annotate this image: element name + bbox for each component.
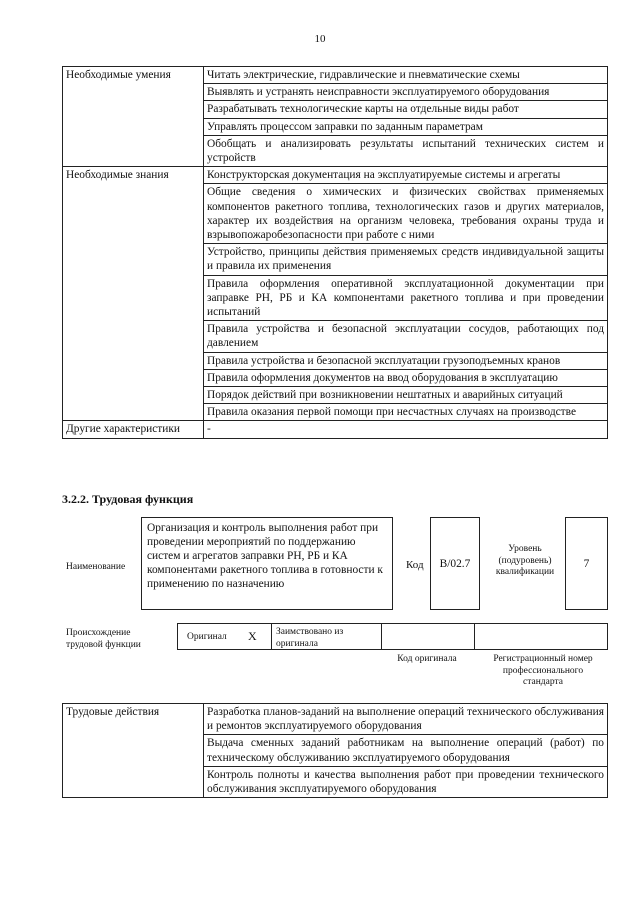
origin-label: Происхождение трудовой функции [66,628,141,650]
reg-caption: Регистрационный номер профессионального стандарта [493,654,593,687]
action-item: Разработка планов-заданий на выполнение операций технического обслуживания и ремонтов эксплуатируемого оборудования [204,704,608,735]
borrowed-label: Заимствовано из оригинала [276,627,344,649]
actions-label: Трудовые действия [63,704,204,798]
name-label: Наименование [66,562,126,572]
skill-item: Управлять процессом заправки по заданным параметрам [204,118,608,135]
code-box [430,517,480,610]
knowledge-item: Устройство, принципы действия применяемых средств индивидуальной защиты и правила их применения [204,244,608,275]
knowledge-item: Общие сведения о химических и физических свойствах применяемых компонентов ракетного топлива, технологических газов и других материалов, характер их воздействия на организм человека, требования охраны труда и взрывопожаробезопасности при работе с ними [204,184,608,244]
level-label: Уровень (подуровень) квалификации [495,544,555,577]
code-label: Код [406,559,424,571]
knowledge-item: Правила оформления оперативной эксплуатационной документации при заправке РН, РБ и КА компонентами ракетного топлива и при проведении испытаний [204,275,608,321]
origin-row [177,623,608,650]
knowledge-item: Конструкторская документация на эксплуатируемые системы и агрегаты [204,167,608,184]
other-label: Другие характеристики [63,421,204,438]
knowledge-item: Правила оказания первой помощи при несчастных случаях на производстве [204,404,608,421]
table-row [63,421,608,438]
divider [474,623,475,650]
knowledge-item: Правила устройства и безопасной эксплуатации грузоподъемных кранов [204,352,608,369]
function-name-box [141,517,393,610]
section-title: 3.2.2. Трудовая функция [62,492,194,506]
knowledge-item: Порядок действий при возникновении нештатных и аварийных ситуаций [204,387,608,404]
skill-item: Читать электрические, гидравлические и пневматические схемы [204,67,608,84]
other-value: - [204,421,608,438]
table-row [63,167,608,184]
actions-table [62,703,608,798]
skill-item: Обобщать и анализировать результаты испытаний технических систем и устройств [204,135,608,166]
skills-label: Необходимые умения [63,67,204,167]
table-row [63,704,608,735]
function-name: Организация и контроль выполнения работ при проведении мероприятий по поддержанию систем и агрегатов заправки РН, РБ и КА компонентами ракетного топлива в готовности к применению по назначению [147,522,383,590]
table-row [63,67,608,84]
skill-item: Разрабатывать технологические карты на отдельные виды работ [204,101,608,118]
code-value: В/02.7 [439,557,471,570]
knowledge-label: Необходимые знания [63,167,204,421]
knowledge-item: Правила оформления документов на ввод оборудования в эксплуатацию [204,369,608,386]
code-caption: Код оригинала [397,654,457,664]
knowledge-item: Правила устройства и безопасной эксплуатации сосудов, работающих под давлением [204,321,608,352]
action-item: Выдача сменных заданий работникам на выполнение операций (работ) по техническому обслуживанию эксплуатируемого оборудования [204,735,608,766]
divider [381,623,382,650]
skill-item: Выявлять и устранять неисправности эксплуатируемого оборудования [204,84,608,101]
original-label: Оригинал [187,632,227,642]
level-box [565,517,608,610]
divider [271,623,272,650]
original-mark: X [248,629,257,643]
requirements-table [62,66,608,439]
page-number: 10 [314,33,326,45]
action-item: Контроль полноты и качества выполнения работ при проведении технического обслуживания эксплуатируемого оборудования [204,766,608,797]
level-value: 7 [583,557,590,570]
